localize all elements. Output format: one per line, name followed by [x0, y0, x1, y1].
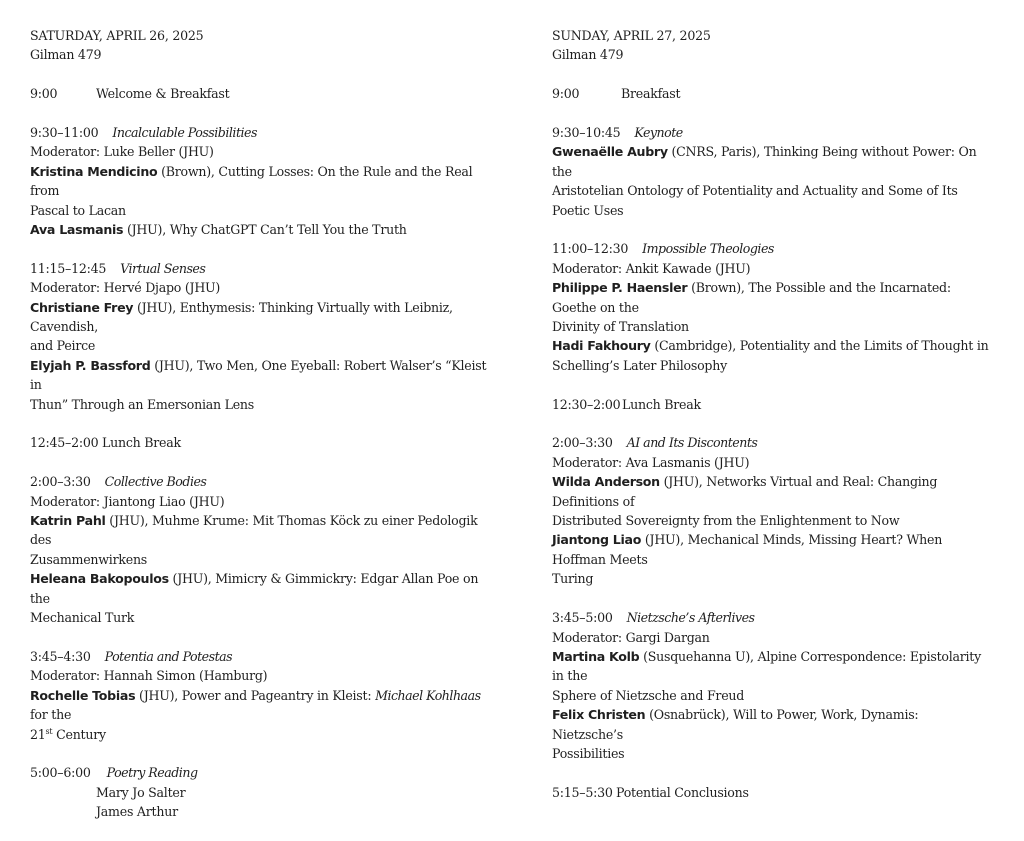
speaker-name: Elyjah P. Bassford: [30, 357, 151, 373]
talk-info-cont: Turing: [552, 571, 594, 587]
speaker-name: Wilda Anderson: [552, 474, 660, 490]
session-title: AI and Its Discontents: [626, 435, 758, 451]
saturday-header: [30, 26, 488, 65]
saturday-reading: [30, 763, 488, 821]
session-title: Potential Conclusions: [616, 784, 749, 800]
talk-info: (JHU), Mechanical Minds, Missing Heart? When Hoffman Meets: [552, 532, 943, 567]
century-number: 21: [30, 726, 46, 742]
session-time: 2:00–3:30: [30, 474, 91, 490]
saturday-lunch: [30, 433, 488, 452]
talk: [30, 686, 488, 725]
speaker-name: Ava Lasmanis: [30, 222, 124, 238]
talk-info: (Susquehanna U), Alpine Correspondence: Epistolarity in the: [552, 648, 981, 684]
talk-info-cont: and Peirce: [30, 338, 96, 354]
speaker-name: Katrin Pahl: [30, 513, 106, 529]
saturday-session-2: [30, 259, 488, 414]
session-time: 12:45–2:00: [30, 435, 99, 451]
speaker-name: Hadi Fakhoury: [552, 338, 651, 354]
saturday-session-3: [30, 472, 488, 627]
century-word: Century: [52, 726, 106, 742]
saturday-welcome: [30, 84, 488, 103]
talk: [552, 647, 992, 686]
session-time: 5:15–5:30: [552, 784, 613, 800]
session-time: 3:45–4:30: [30, 648, 91, 664]
sunday-closing: [552, 783, 992, 802]
speaker-name: Gwenaëlle Aubry: [552, 144, 668, 160]
session-title: Incalculable Possibilities: [112, 125, 257, 140]
talk-info-cont: Pascal to Lacan: [30, 202, 126, 218]
session-title: Breakfast: [621, 86, 681, 102]
talk-info: (JHU), Mimicry & Gimmickry: Edgar Allan Poe on the: [30, 571, 479, 606]
session-time: 9:30–11:00: [30, 125, 99, 140]
moderator: Moderator: Ankit Kawade (JHU): [552, 260, 751, 276]
talk-info-cont: Distributed Sovereignty from the Enlightenment to Now: [552, 513, 900, 529]
moderator: Moderator: Gargi Dargan: [552, 629, 710, 645]
talk-info: (JHU), Enthymesis: Thinking Virtually with Leibniz, Cavendish,: [30, 299, 453, 335]
talk-info-cont: [30, 725, 488, 744]
talk-info: (JHU), Power and Pageantry in Kleist:: [135, 687, 376, 703]
session-title: Impossible Theologies: [642, 241, 774, 257]
speaker-name: Philippe P. Haensler: [552, 280, 688, 296]
talk-info: for the: [30, 707, 72, 723]
session-title: Lunch Break: [622, 396, 701, 412]
session-title: Collective Bodies: [104, 474, 207, 490]
talk: [30, 298, 488, 337]
speaker-name: Jiantong Liao: [552, 532, 642, 548]
moderator: Moderator: Luke Beller (JHU): [30, 144, 214, 160]
sunday-column: [552, 26, 992, 822]
session-time: 9:00: [552, 86, 580, 102]
saturday-column: [30, 26, 488, 841]
session-title: Nietzsche’s Afterlives: [626, 610, 755, 626]
saturday-session-4: [30, 647, 488, 744]
talk: [30, 569, 488, 608]
moderator: Moderator: Ava Lasmanis (JHU): [552, 454, 750, 470]
sunday-location: Gilman 479: [552, 47, 624, 63]
sunday-breakfast: [552, 84, 992, 103]
talk-info: (JHU), Two Men, One Eyeball: Robert Walser’s “Kleist in: [30, 357, 487, 393]
talk-info-cont: Aristotelian Ontology of Potentiality and Actuality and Some of Its Poetic Uses: [552, 183, 958, 218]
speaker-name: Christiane Frey: [30, 299, 134, 315]
talk: [30, 511, 488, 550]
sunday-lunch: [552, 395, 992, 414]
talk-info: (Cambridge), Potentiality and the Limits of Thought in: [650, 338, 989, 354]
session-title: Poetry Reading: [106, 765, 198, 781]
talk-info: (Osnabrück), Will to Power, Work, Dynamis: Nietzsche’s: [552, 707, 919, 742]
sunday-session-2: [552, 239, 992, 375]
talk-info-cont: Zusammenwirkens: [30, 551, 148, 567]
talk-info-cont: Sphere of Nietzsche and Freud: [552, 687, 745, 703]
session-title: Lunch Break: [102, 435, 181, 451]
session-title: Potentia and Potestas: [104, 648, 233, 664]
moderator: Moderator: Hervé Djapo (JHU): [30, 280, 221, 296]
speaker-name: Rochelle Tobias: [30, 687, 136, 703]
sunday-date: SUNDAY, APRIL 27, 2025: [552, 28, 711, 43]
moderator: Moderator: Hannah Simon (Hamburg): [30, 668, 268, 684]
talk-info: (CNRS, Paris), Thinking Being without Power: On the: [552, 144, 977, 179]
session-title: Virtual Senses: [120, 260, 206, 276]
talk-info-cont: Thun” Through an Emersonian Lens: [30, 396, 255, 412]
talk: [30, 220, 488, 239]
talk: [552, 142, 992, 181]
talk-info: (Brown), Cutting Losses: On the Rule and the Real from: [30, 163, 473, 199]
talk: [552, 705, 992, 744]
saturday-location: Gilman 479: [30, 47, 102, 63]
talk-info-cont: Mechanical Turk: [30, 610, 135, 626]
moderator: Moderator: Jiantong Liao (JHU): [30, 493, 225, 509]
sunday-session-3: [552, 433, 992, 588]
session-time: 3:45–5:00: [552, 610, 613, 626]
ordinal-suffix: st: [45, 726, 53, 736]
saturday-session-1: [30, 123, 488, 239]
saturday-date: SATURDAY, APRIL 26, 2025: [30, 28, 204, 43]
session-time: 9:30–10:45: [552, 125, 621, 140]
talk-info: (JHU), Networks Virtual and Real: Changing Definitions of: [552, 474, 938, 509]
session-time: 12:30–2:00: [552, 396, 621, 412]
sunday-session-4: [552, 608, 992, 763]
talk: [30, 162, 488, 201]
session-title: Welcome & Breakfast: [96, 86, 230, 102]
session-time: 5:00–6:00: [30, 765, 91, 781]
talk: [552, 278, 992, 317]
talk-info-cont: Schelling’s Later Philosophy: [552, 357, 727, 373]
session-time: 2:00–3:30: [552, 435, 613, 451]
session-time: 11:00–12:30: [552, 241, 629, 257]
work-title: Michael Kohlhaas: [375, 687, 481, 703]
reader: Mary Jo Salter: [96, 784, 186, 800]
talk: [552, 530, 992, 569]
speaker-name: Martina Kolb: [552, 648, 640, 664]
talk-info-cont: Possibilities: [552, 745, 625, 761]
sunday-session-1: [552, 123, 992, 220]
talk: [30, 356, 488, 395]
talk-info: (JHU), Muhme Krume: Mit Thomas Köck zu einer Pedologik des: [30, 513, 478, 548]
talk: [552, 336, 992, 355]
session-time: 11:15–12:45: [30, 260, 107, 276]
sunday-header: [552, 26, 992, 65]
talk-info-cont: Divinity of Translation: [552, 319, 689, 335]
speaker-name: Felix Christen: [552, 707, 646, 723]
speaker-name: Heleana Bakopoulos: [30, 571, 169, 587]
reader: James Arthur: [96, 804, 178, 820]
session-time: 9:00: [30, 86, 58, 102]
talk: [552, 472, 992, 511]
talk-info: (JHU), Why ChatGPT Can’t Tell You the Truth: [123, 222, 407, 238]
talk-info: (Brown), The Possible and the Incarnated: Goethe on the: [552, 280, 951, 315]
speaker-name: Kristina Mendicino: [30, 163, 158, 179]
session-title: Keynote: [634, 125, 683, 140]
